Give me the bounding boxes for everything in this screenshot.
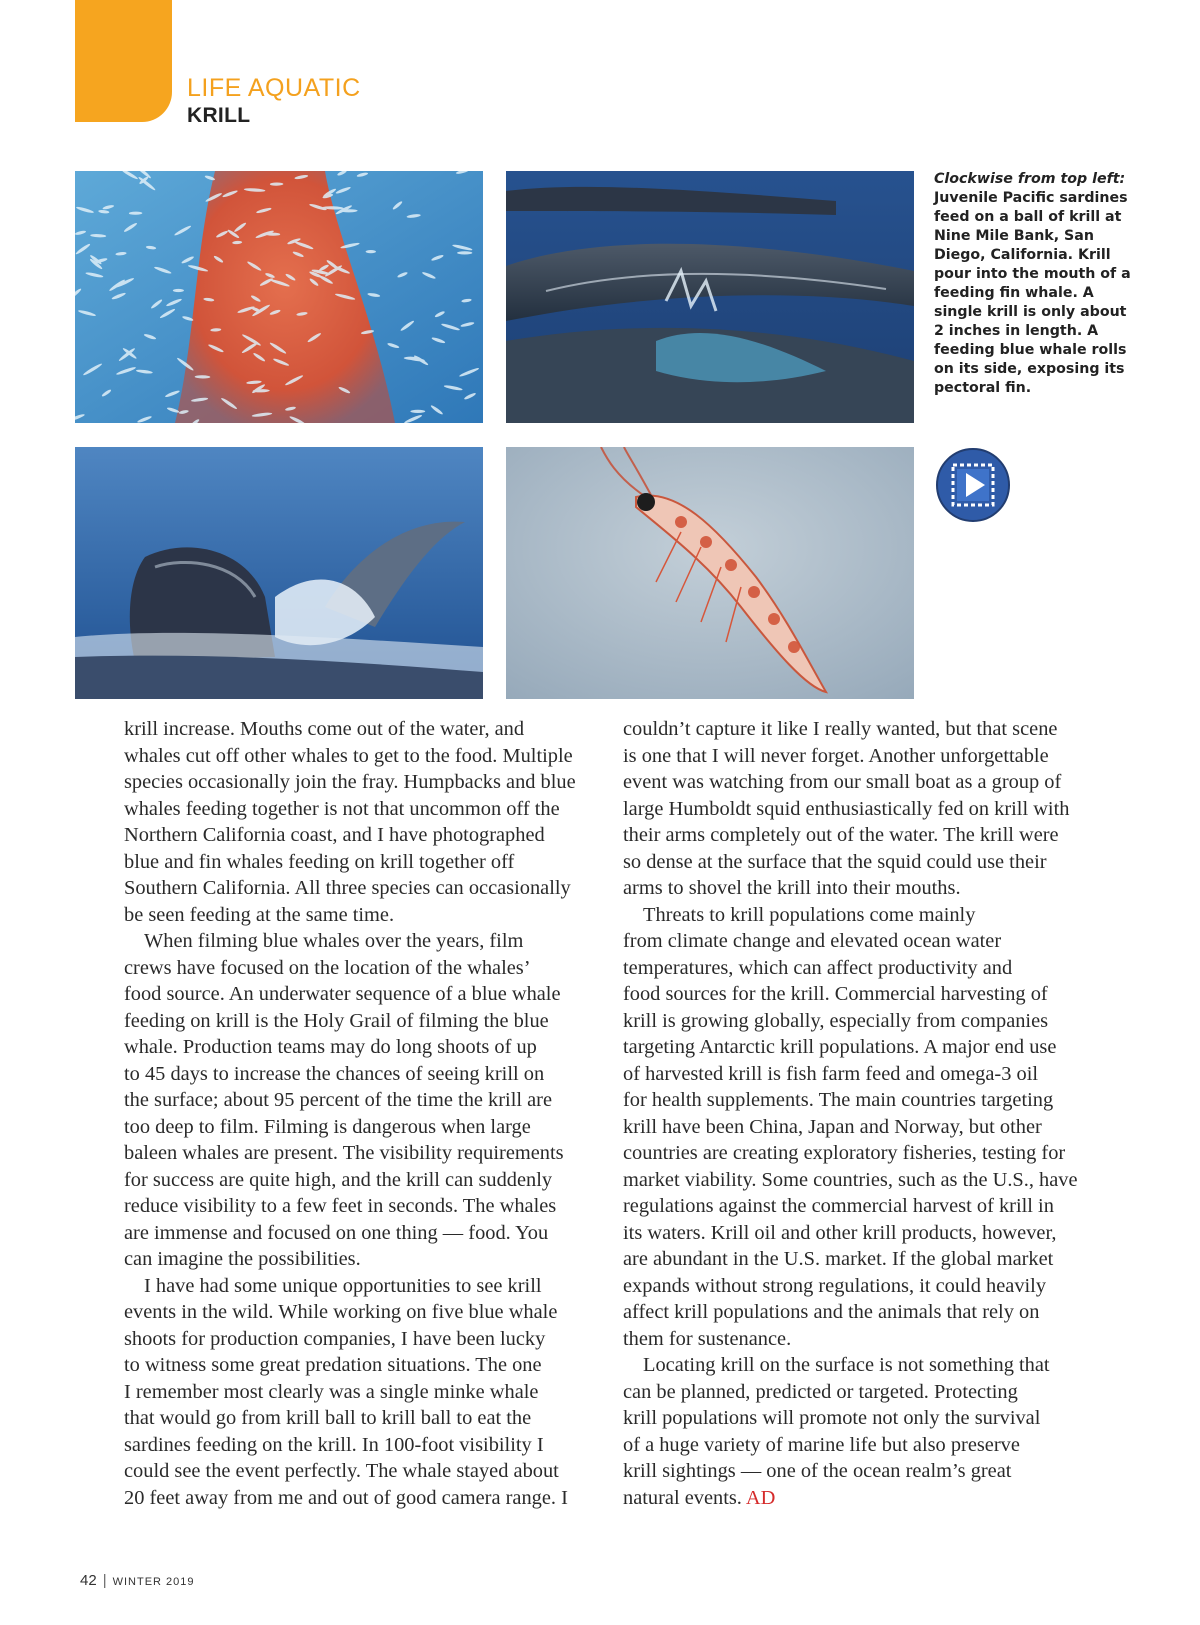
play-video-icon <box>935 447 1011 523</box>
article-column-left <box>124 716 604 1511</box>
photo-sardines-krill-ball <box>75 171 483 423</box>
section-label: LIFE AQUATIC <box>187 74 361 102</box>
paragraph: Threats to krill populations come mainly from climate change and elevated ocean water temperatures, which can affect productivity and food sources for the krill. Commercial harvesting of krill is growing globally, especially from companies targeting Antarctic krill populations. A major end use of harvested krill is fish farm feed and omega-3 oil for health supplements. The main countries targeting krill have been China, Japan and Norway, but other countries are creating exploratory fisheries, testing for market viability. Some countries, such as the U.S., have regulations against the commercial harvest of krill in its waters. Krill oil and other krill products, however, are abundant in the U.S. market. If the global market expands without strong regulations, it could heavily affect krill populations and the animals that rely on them for sustenance. <box>623 903 1078 1350</box>
paragraph: I have had some unique opportunities to see krill events in the wild. While working on five blue whale shoots for production companies, I have been lucky to witness some great predation situations. The one I remember most clearly was a single minke whale that would go from krill ball to krill ball to eat the sardines feeding on the krill. In 100-foot visibility I could see the event perfectly. The whale stayed about 20 feet away from me and out of good camera range. I <box>124 1274 568 1509</box>
paragraph-text: Locating krill on the surface is not something that can be planned, predicted or targeted. Protecting krill populations will promote not only the survival of a huge variety of marine life but also preserve krill sightings — one of the ocean realm’s great natural events. <box>623 1354 1050 1509</box>
play-video-button[interactable] <box>935 447 1011 523</box>
page-number: 42 <box>80 1572 97 1589</box>
caption-body: Juvenile Pacific sardines feed on a ball of krill at Nine Mile Bank, San Diego, California. Krill pour into the mouth of a feeding fin whale. A single krill is only about 2 inches in length. A feeding blue whale rolls on its side, exposing its pectoral fin. <box>934 190 1131 396</box>
photo-blue-whale-pectoral-fin <box>75 447 483 699</box>
page-folio <box>80 1572 195 1589</box>
author-signature: AD <box>745 1486 776 1509</box>
caption-lead: Clockwise from top left: <box>934 171 1126 187</box>
section-tab-block <box>75 0 172 122</box>
paragraph-final <box>623 1352 1103 1511</box>
paragraph: When filming blue whales over the years, film crews have focused on the location of the whales’ food source. An underwater sequence of a blue whale feeding on krill is the Holy Grail of filming the blue whale. Production teams may do long shoots of up to 45 days to increase the chances of seeing krill on the surface; about 95 percent of the time the krill are too deep to film. Filming is dangerous when large baleen whales are present. The visibility requirements for success are quite high, and the krill can suddenly reduce visibility to a few feet in seconds. The whales are immense and focused on one thing — food. You can imagine the possibilities. <box>124 930 564 1270</box>
article-column-right <box>623 716 1103 1511</box>
paragraph: krill increase. Mouths come out of the water, and whales cut off other whales to get to the food. Multiple species occasionally join the fray. Humpbacks and blue whales feeding together is not that uncommon off the Northern California coast, and I have photographed blue and fin whales feeding on krill together off Southern California. All three species can occasionally be seen feeding at the same time. <box>124 718 576 926</box>
section-topic: KRILL <box>187 104 251 127</box>
photo-caption <box>934 170 1134 398</box>
folio-divider: | <box>102 1572 107 1589</box>
photo-fin-whale-feeding <box>506 171 914 423</box>
photo-single-krill <box>506 447 914 699</box>
paragraph: couldn’t capture it like I really wanted, but that scene is one that I will never forget. Another unforgettable event was watching from our small boat as a group of large Humboldt squid enthusiastically fed on krill with their arms completely out of the water. The krill were so dense at the surface that the squid could use their arms to shovel the krill into their mouths. <box>623 718 1070 899</box>
issue-label: WINTER 2019 <box>112 1576 195 1588</box>
